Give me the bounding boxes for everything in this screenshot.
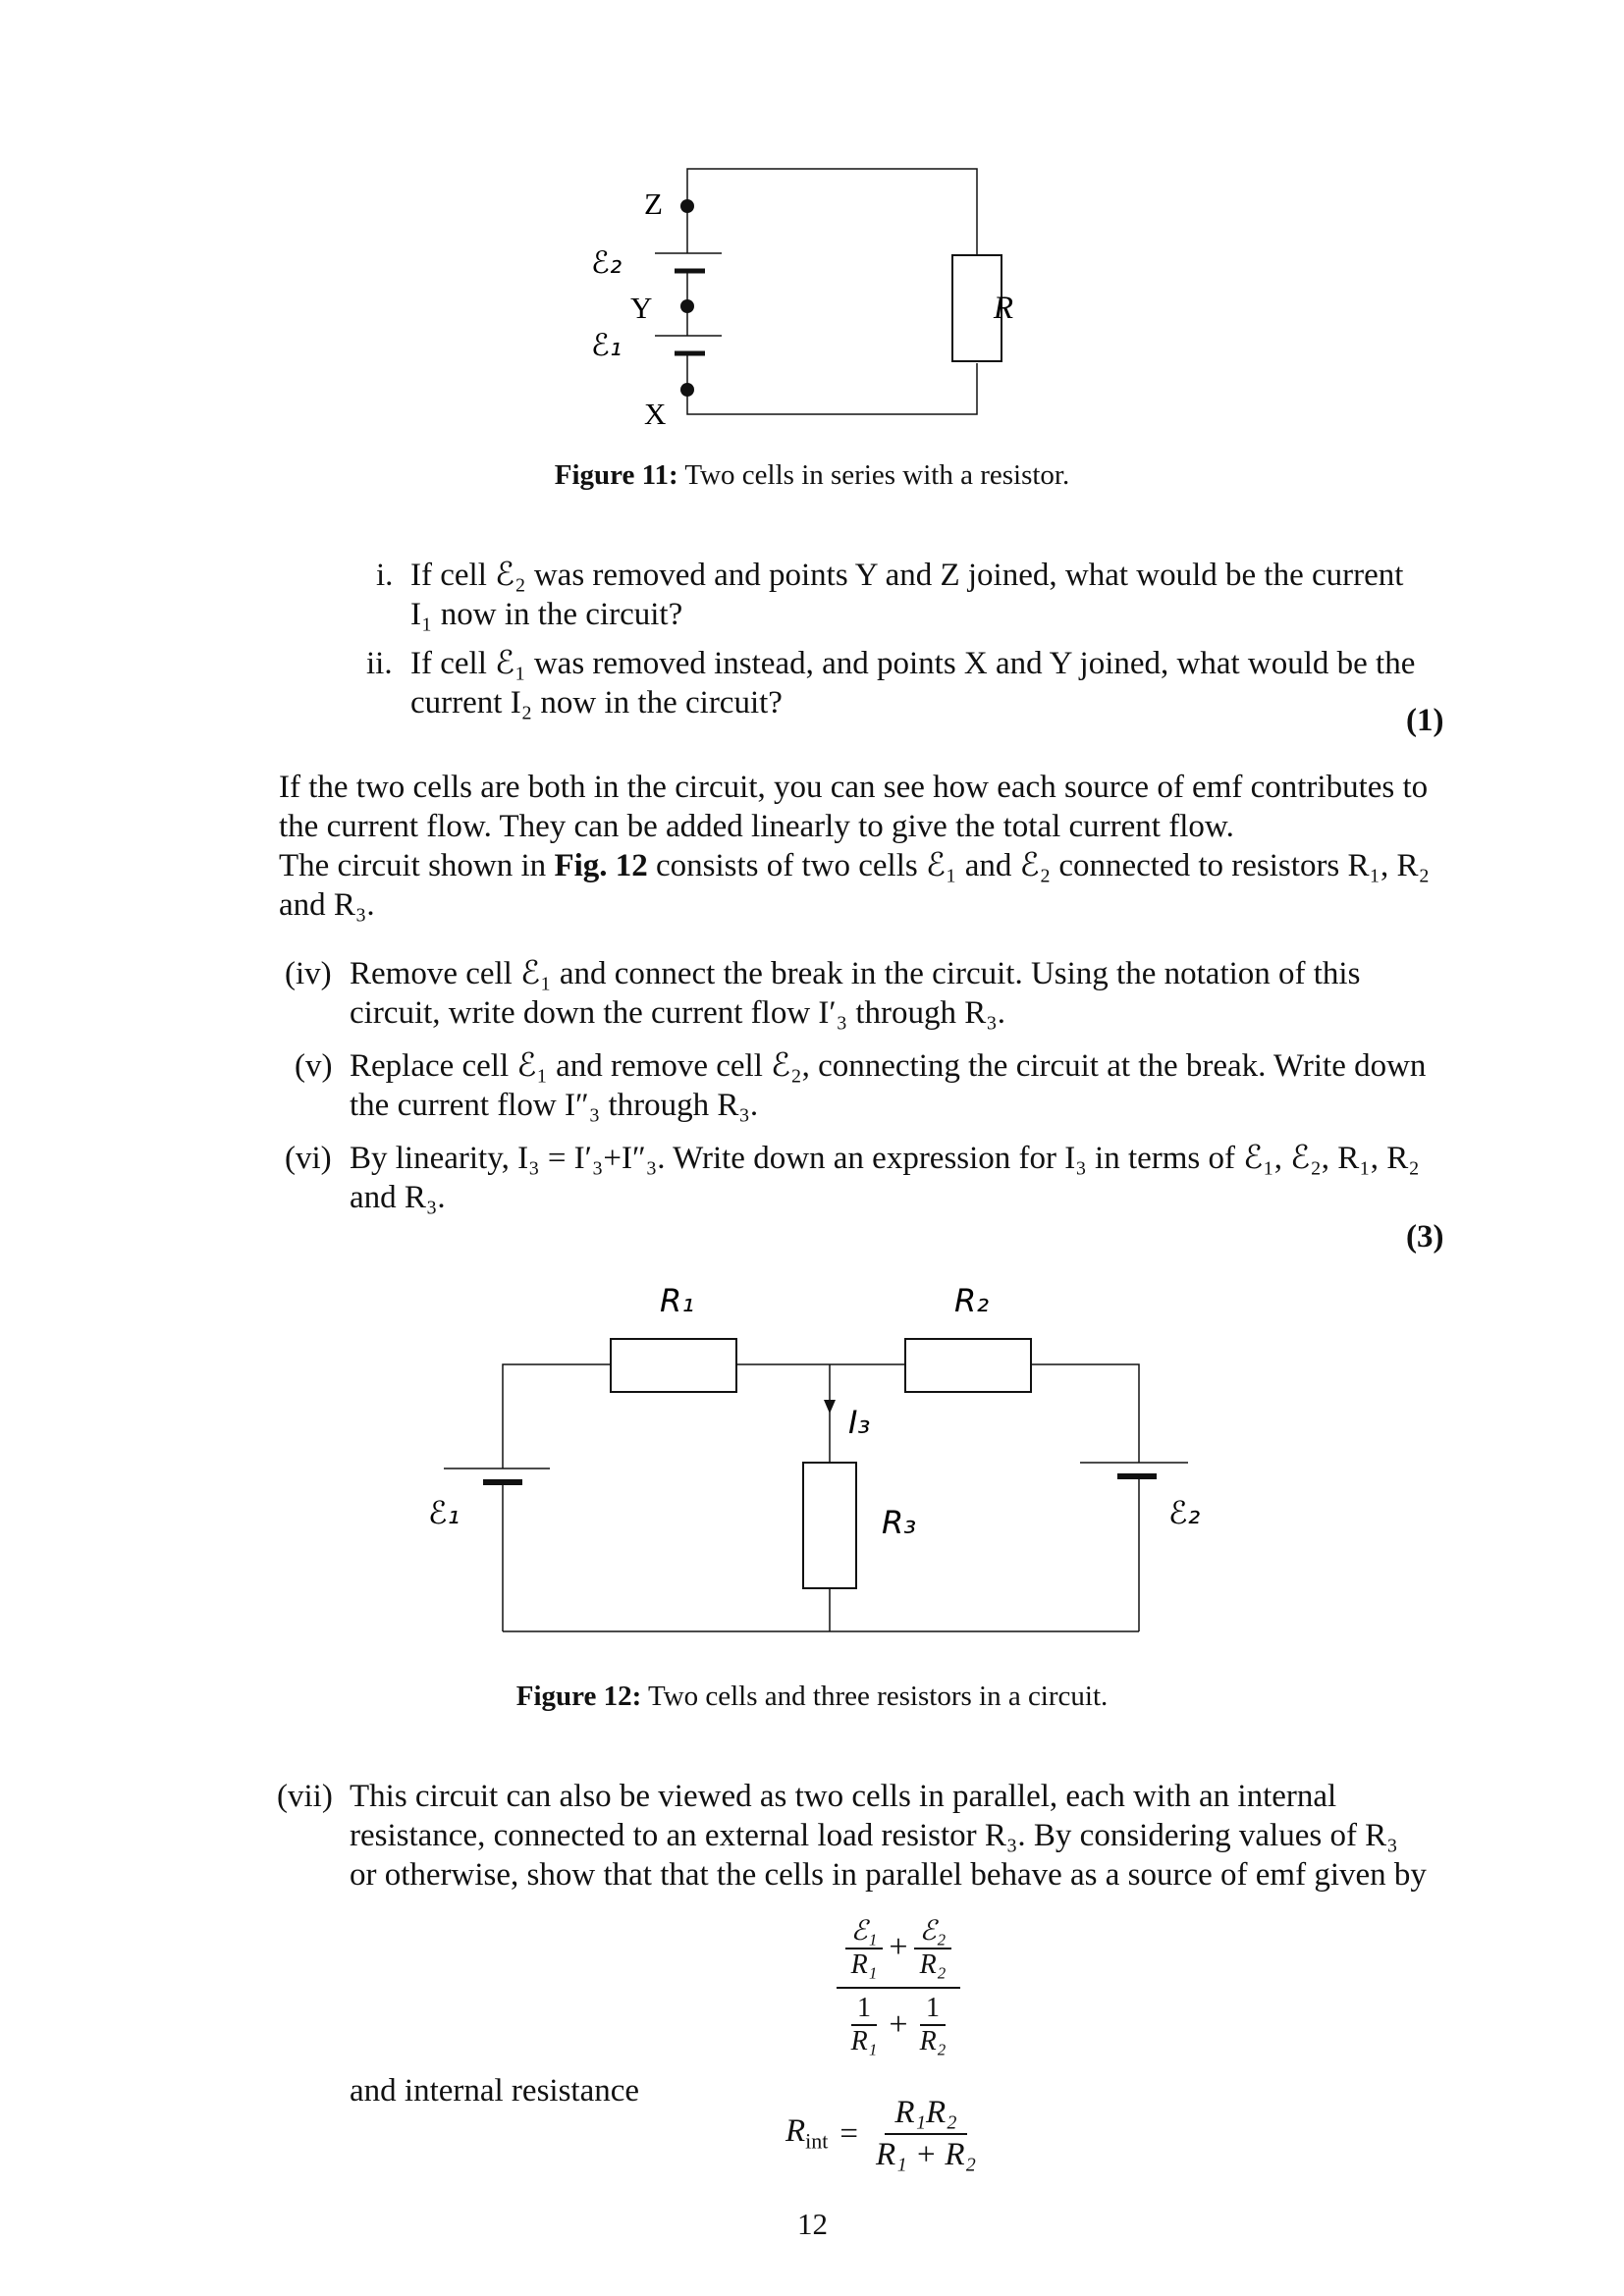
rint-numerator: R₁R₂ (885, 2095, 966, 2135)
label-x: X (644, 397, 667, 431)
node-z (680, 199, 694, 213)
intro-line-3-b: consists of two cells ℰ₁ and ℰ₂ connected to resistors R₁, R₂ (647, 848, 1431, 883)
label-z: Z (644, 187, 663, 221)
frac-1-r2 (914, 1993, 952, 2057)
frac-e2-num: ℰ₂ (914, 1914, 952, 1949)
emf-equation-numerator (825, 1914, 972, 1987)
question-vi-number: (vi) (285, 1141, 332, 1176)
figure-12-circuit (412, 1266, 1218, 1659)
emf-equation (825, 1914, 972, 2057)
wire-top-loop (687, 169, 977, 255)
label-e2: ℰ₂ (1168, 1494, 1201, 1531)
question-v-line-1: Replace cell ℰ₁ and remove cell ℰ₂, connecting the circuit at the break. Write down (350, 1048, 1427, 1084)
label-e1: ℰ₁ (591, 328, 623, 363)
label-y: Y (630, 291, 653, 325)
question-v-line-2: the current flow I″₃ through R₃. (350, 1088, 759, 1123)
plus-sign: + (889, 1929, 908, 1965)
plus-sign-2: + (889, 2006, 908, 2043)
emf-equation-denominator (825, 1989, 972, 2057)
question-i-line-2: I₁ now in the circuit? (410, 597, 683, 632)
intro-line-2: the current flow. They can be added linearly to give the total current flow. (279, 809, 1234, 844)
label-i3: I₃ (848, 1404, 871, 1441)
frac-e2-r2 (914, 1914, 952, 1981)
question-ii-line-2: current I₂ now in the circuit? (410, 685, 783, 721)
question-ii-number: ii. (366, 646, 393, 681)
frac-e2-den: R₂ (919, 1949, 947, 1980)
wire-top-right (1031, 1364, 1139, 1463)
question-v-number: (v) (295, 1048, 333, 1084)
question-iv-number: (iv) (285, 956, 332, 991)
equals-sign: = (839, 2115, 859, 2152)
label-r: R (993, 291, 1013, 326)
resistor-r2 (905, 1339, 1031, 1392)
question-vii-line-3: or otherwise, show that that the cells in parallel behave as a source of emf given by (350, 1857, 1427, 1893)
marks-3: (3) (1406, 1219, 1444, 1255)
label-r3: R₃ (882, 1504, 917, 1541)
node-x (680, 383, 694, 397)
figure-12-caption (0, 1681, 1624, 1713)
frac-1a-num: 1 (851, 1993, 877, 2026)
frac-e1-den: R₁ (850, 1949, 878, 1980)
frac-1-r1 (845, 1993, 884, 2057)
intro-line-3 (279, 846, 1430, 885)
question-vii-number: (vii) (277, 1779, 333, 1814)
label-e1: ℰ₁ (428, 1494, 460, 1531)
rint-fraction (870, 2095, 982, 2173)
question-i-line-1: If cell ℰ₂ was removed and points Y and Z joined, what would be the current (410, 558, 1404, 593)
node-y (680, 299, 694, 313)
frac-e1-r1 (845, 1914, 884, 1981)
current-arrow-i3 (824, 1400, 836, 1414)
figure-11-caption (0, 459, 1624, 492)
question-vi-line-2: and R₃. (350, 1180, 446, 1215)
and-internal-resistance-text: and internal resistance (350, 2073, 640, 2109)
question-vii-line-1: This circuit can also be viewed as two cells in parallel, each with an internal (350, 1779, 1337, 1814)
intro-line-3-a: The circuit shown in (279, 848, 555, 883)
figure-11-caption-label: Figure 11: (554, 459, 678, 491)
wire-top (687, 169, 977, 208)
marks-1: (1) (1406, 703, 1444, 738)
intro-fig-ref: Fig. 12 (554, 848, 648, 883)
figure-11-caption-text: Two cells in series with a resistor. (684, 459, 1070, 491)
intro-line-4: and R₃. (279, 887, 375, 923)
frac-1a-den: R₁ (850, 2026, 878, 2056)
frac-1b-num: 1 (920, 1993, 946, 2026)
rint-denominator: R₁ + R₂ (876, 2137, 977, 2172)
intro-line-1: If the two cells are both in the circuit, you can see how each source of emf contributes to (279, 770, 1429, 805)
question-iv-line-2: circuit, write down the current flow I′₃ through R₃. (350, 995, 1006, 1031)
label-r1: R₁ (660, 1282, 695, 1319)
question-i-number: i. (376, 558, 394, 593)
rint-lhs (785, 2113, 828, 2155)
resistor-r3 (803, 1463, 856, 1588)
wire-bottom-loop (687, 363, 977, 414)
rint-equation (785, 2095, 982, 2173)
wire-top-left (503, 1364, 611, 1468)
figure-11-circuit (550, 157, 1021, 442)
frac-1b-den: R₂ (919, 2026, 947, 2056)
question-iv-line-1: Remove cell ℰ₁ and connect the break in the circuit. Using the notation of this (350, 956, 1361, 991)
question-vii-line-2: resistance, connected to an external load resistor R₃. By considering values of R₃ (350, 1818, 1398, 1853)
rint-symbol: R (785, 2113, 806, 2150)
label-r2: R₂ (954, 1282, 990, 1319)
question-vi-line-1: By linearity, I₃ = I′₃+I″₃. Write down an expression for I₃ in terms of ℰ₁, ℰ₂, R₁, R₂ (350, 1141, 1420, 1176)
figure-12-caption-text: Two cells and three resistors in a circuit. (648, 1681, 1109, 1712)
rint-subscript: int (805, 2128, 829, 2154)
frac-e1-num: ℰ₁ (845, 1914, 884, 1949)
figure-12-caption-label: Figure 12: (515, 1681, 642, 1712)
resistor-r1 (611, 1339, 736, 1392)
page-number: 12 (797, 2207, 828, 2241)
question-ii-line-1: If cell ℰ₁ was removed instead, and points X and Y joined, what would be the (410, 646, 1416, 681)
label-e2: ℰ₂ (591, 245, 623, 281)
